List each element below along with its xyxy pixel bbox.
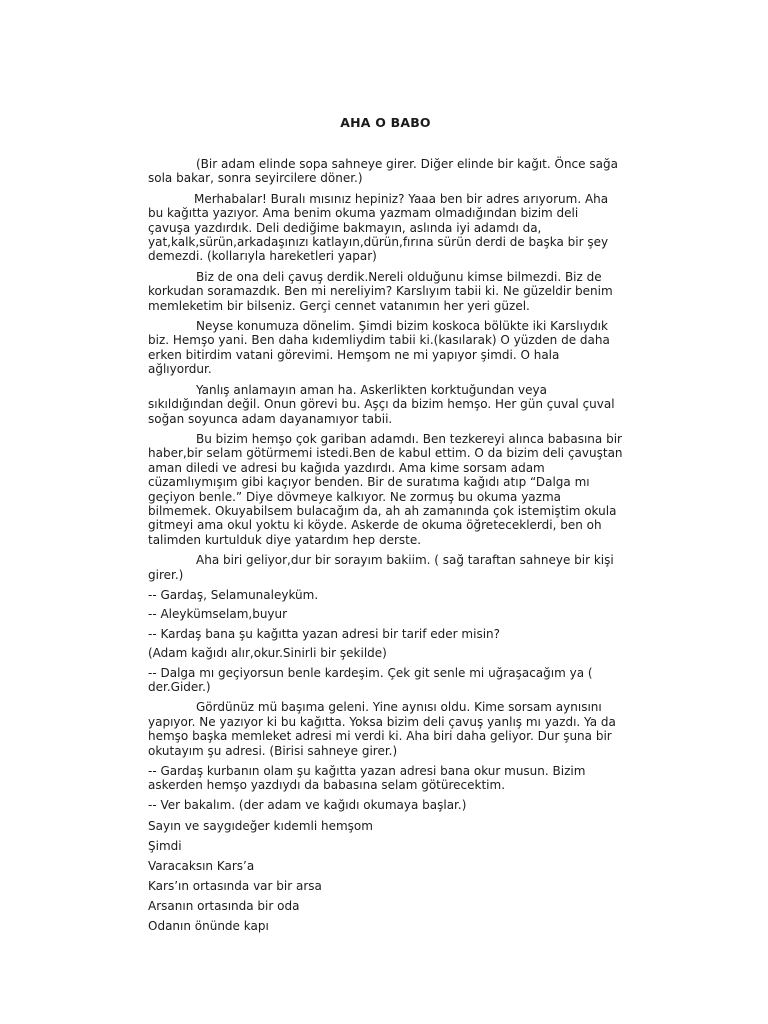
verse-line: Kars’ın ortasında var bir arsa [148,878,322,893]
document-body [148,157,623,818]
verse-line: Sayın ve saygıdeğer kıdemli hemşom [148,819,373,833]
paragraph-konumuza: Neyse konumuza dönelim. Şimdi bizim koskoca bölükte iki Karslıydık biz. Hemşo yani. Ben daha kıdemliydim tabii ki.(kasılarak) O yüzden de daha erken bitirdim vatani görevimi. Hemşom ne mi yapıyor şimdi. O hala ağlıyordur. [148,319,610,377]
dialogue-line: -- Gardaş kurbanın olam şu kağıtta yazan adresi bana okur musun. Bizim askerden hemşo yazdıydı da babasına selam götürecektim. [148,764,586,793]
document-title: AHA O BABO [340,115,431,130]
dialogue-line: -- Gardaş, Selamunaleyküm. [148,587,319,602]
paragraph-stage-direction-1: (Bir adam elinde sopa sahneye girer. Diğer elinde bir kağıt. Önce sağa sola bakar, sonra seyircilere döner.) [148,157,618,186]
dialogue-line: -- Ver bakalım. (der adam ve kağıdı okumaya başlar.) [148,797,467,812]
dialogue-line: -- Kardaş bana şu kağıtta yazan adresi bir tarif eder misin? [148,626,501,641]
paragraph-gordunuz-mu: Gördünüz mü başıma geleni. Yine aynısı oldu. Kime sorsam aynısını yapıyor. Ne yazıyor ki bu kağıtta. Yoksa bizim deli çavuş yanlış mı yazdı. Ya da hemşo başka memleket adresi mi verdi ki. Aha biri daha geliyor. Dur şuna bir okutayım şu adresi. (Birisi sahneye girer.) [148,700,616,758]
stage-direction: (Adam kağıdı alır,okur.Sinirli bir şekilde) [148,646,387,661]
verse-line: Varacaksın Kars’a [148,858,255,873]
verse-line: Şimdi [148,838,182,853]
paragraph-aha-biri: Aha biri geliyor,dur bir sorayım bakiim. ( sağ taraftan sahneye bir kişi girer.) [148,553,614,582]
paragraph-deli-cavus: Biz de ona deli çavuş derdik.Nereli olduğunu kimse bilmezdi. Biz de korkudan soramazdık. Ben mi nereliyim? Karslıyım tabii ki. Ne güzeldir benim memleketim bir bilseniz. Gerçi cennet vatanımın her yeri güzel. [148,269,613,313]
paragraph-yanlis-anlamayin: Yanlış anlamayın aman ha. Askerlikten korktuğundan veya sıkıldığından değil. Onun görevi bu. Aşçı da bizim hemşo. Her gün çuval çuval soğan soyunca adam dayanamıyor tabii. [148,382,615,426]
verse-line: Odanın önünde kapı [148,918,269,933]
paragraph-greeting: Merhabalar! Buralı mısınız hepiniz? Yaaa ben bir adres arıyorum. Aha bu kağıtta yazıyor. Ama benim okuma yazmam olmadığından bizim deli çavuşa yazdırdık. Deli dediğime bakmayın, aslında iyi adamdı da, yat,kalk,sürün,arkadaşınızı katlayın,dürün,fırına sürün derdi de başka bir şey demezdi. (kollarıyla hareketleri yapar) [148,191,609,264]
verse-line: Arsanın ortasında bir oda [148,898,300,913]
paragraph-gariban: Bu bizim hemşo çok gariban adamdı. Ben tezkereyi alınca babasına bir haber,bir selam götürmemi istedi.Ben de kabul ettim. O da bizim deli çavuştan aman diledi ve adresi bu kağıda yazdırdı. Ama kime sorsam adam cüzamlıymışım gibi kaçıyor benden. Bir de suratıma kağıdı atıp “Dalga mı geçiyon benle.” Diye dövmeye kalkıyor. Ne zormuş bu okuma yazma bilmemek. Okuyabilsem bulacağım da, ah ah zamanında çok istemiştim okula gitmeyi ama okul yoktu ki köyde. Askerde de okuma öğreteceklerdi, ben oh talimden kurtulduk diye yatardım hep derste. [148,431,623,547]
letter-verse [148,819,623,938]
dialogue-line: -- Dalga mı geçiyorsun benle kardeşim. Çek git senle mi uğraşacağım ya ( der.Gider.) [148,665,593,694]
dialogue-line: -- Aleykümselam,buyur [148,607,288,622]
